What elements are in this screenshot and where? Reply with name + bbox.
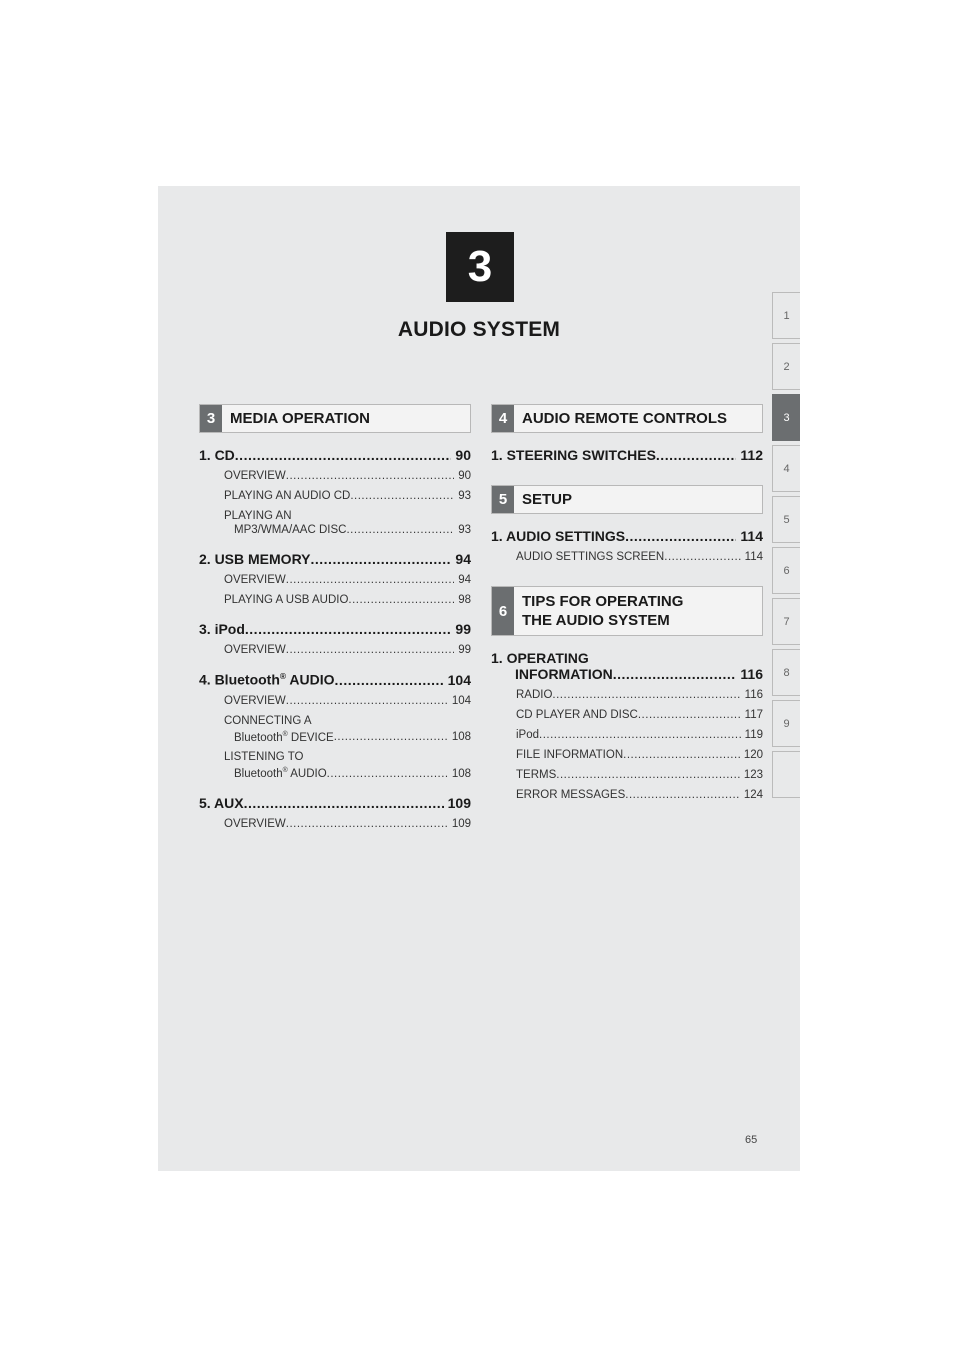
tab-3[interactable]: 3 [772, 394, 800, 441]
tab-8[interactable]: 8 [772, 649, 800, 696]
toc-entry-ipod[interactable]: 3. iPod ..... 99 [199, 621, 471, 637]
toc-sub-cd-player-disc[interactable]: CD PLAYER AND DISC ..... 117 [516, 708, 763, 722]
toc-sub-listening-bt-audio[interactable]: LISTENING TO Bluetooth® AUDIO ..... 108 [224, 750, 471, 781]
toc-sub-playing-audio-cd[interactable]: PLAYING AN AUDIO CD ..... 93 [224, 489, 471, 503]
section-title: AUDIO REMOTE CONTROLS [522, 410, 727, 427]
toc-sub-bt-overview[interactable]: OVERVIEW ..... 104 [224, 694, 471, 708]
toc-sub-connecting-bt-device[interactable]: CONNECTING A Bluetooth® DEVICE ..... 108 [224, 714, 471, 745]
registered-mark: ® [279, 671, 287, 681]
section-header-media-operation [199, 404, 471, 433]
tab-2[interactable]: 2 [772, 343, 800, 390]
toc-sub-file-information[interactable]: FILE INFORMATION ..... 120 [516, 748, 763, 762]
registered-mark: ® [282, 730, 288, 738]
toc-entry-steering-switches[interactable]: 1. STEERING SWITCHES ..... 112 [491, 447, 763, 463]
section-number: 5 [492, 486, 514, 513]
tab-4[interactable]: 4 [772, 445, 800, 492]
section-title-line2: THE AUDIO SYSTEM [522, 612, 670, 629]
page-number: 65 [745, 1134, 758, 1146]
toc-sub-terms[interactable]: TERMS ..... 123 [516, 768, 763, 782]
toc-right-column [491, 404, 763, 802]
tab-1[interactable]: 1 [772, 292, 800, 339]
tab-7[interactable]: 7 [772, 598, 800, 645]
toc-sub-ipod-overview[interactable]: OVERVIEW ..... 99 [224, 643, 471, 657]
toc-entry-operating-information[interactable]: 1. OPERATING INFORMATION ..... 116 [491, 650, 763, 682]
section-header-tips [491, 586, 763, 636]
toc-entry-usb-memory[interactable]: 2. USB MEMORY ..... 94 [199, 551, 471, 567]
tab-9[interactable]: 9 [772, 700, 800, 747]
toc-sub-ipod-info[interactable]: iPod ..... 119 [516, 728, 763, 742]
section-title: MEDIA OPERATION [230, 410, 371, 427]
toc-left-column [199, 404, 471, 831]
chapter-tabs [772, 292, 800, 802]
tab-blank[interactable] [772, 751, 800, 798]
toc-sub-error-messages[interactable]: ERROR MESSAGES ..... 124 [516, 788, 763, 802]
tab-6[interactable]: 6 [772, 547, 800, 594]
toc-entry-aux[interactable]: 5. AUX ..... 109 [199, 795, 471, 811]
toc-entry-audio-settings[interactable]: 1. AUDIO SETTINGS ..... 114 [491, 528, 763, 544]
section-title: SETUP [522, 491, 573, 508]
toc-sub-playing-usb-audio[interactable]: PLAYING A USB AUDIO ..... 98 [224, 593, 471, 607]
chapter-title: AUDIO SYSTEM [397, 318, 561, 341]
toc-sub-aux-overview[interactable]: OVERVIEW ..... 109 [224, 817, 471, 831]
tab-5[interactable]: 5 [772, 496, 800, 543]
section-number: 6 [492, 587, 514, 635]
toc-sub-radio[interactable]: RADIO ..... 116 [516, 688, 763, 702]
section-number: 3 [200, 405, 222, 432]
section-title-line1: TIPS FOR OPERATING [522, 593, 684, 610]
chapter-number-badge [446, 232, 514, 302]
section-number: 4 [492, 405, 514, 432]
toc-sub-audio-settings-screen[interactable]: AUDIO SETTINGS SCREEN ..... 114 [516, 550, 763, 564]
toc-entry-bluetooth-audio[interactable]: 4. Bluetooth® AUDIO ..... 104 [199, 671, 471, 688]
toc-sub-cd-overview[interactable]: OVERVIEW ..... 90 [224, 469, 471, 483]
toc-sub-usb-overview[interactable]: OVERVIEW ..... 94 [224, 573, 471, 587]
chapter-number: 3 [467, 242, 493, 291]
toc-entry-cd[interactable]: 1. CD ..... 90 [199, 447, 471, 463]
section-header-setup [491, 485, 763, 514]
toc-sub-playing-mp3[interactable]: PLAYING AN MP3/WMA/AAC DISC ..... 93 [224, 509, 471, 537]
section-header-audio-remote-controls [491, 404, 763, 433]
registered-mark: ® [282, 767, 288, 775]
